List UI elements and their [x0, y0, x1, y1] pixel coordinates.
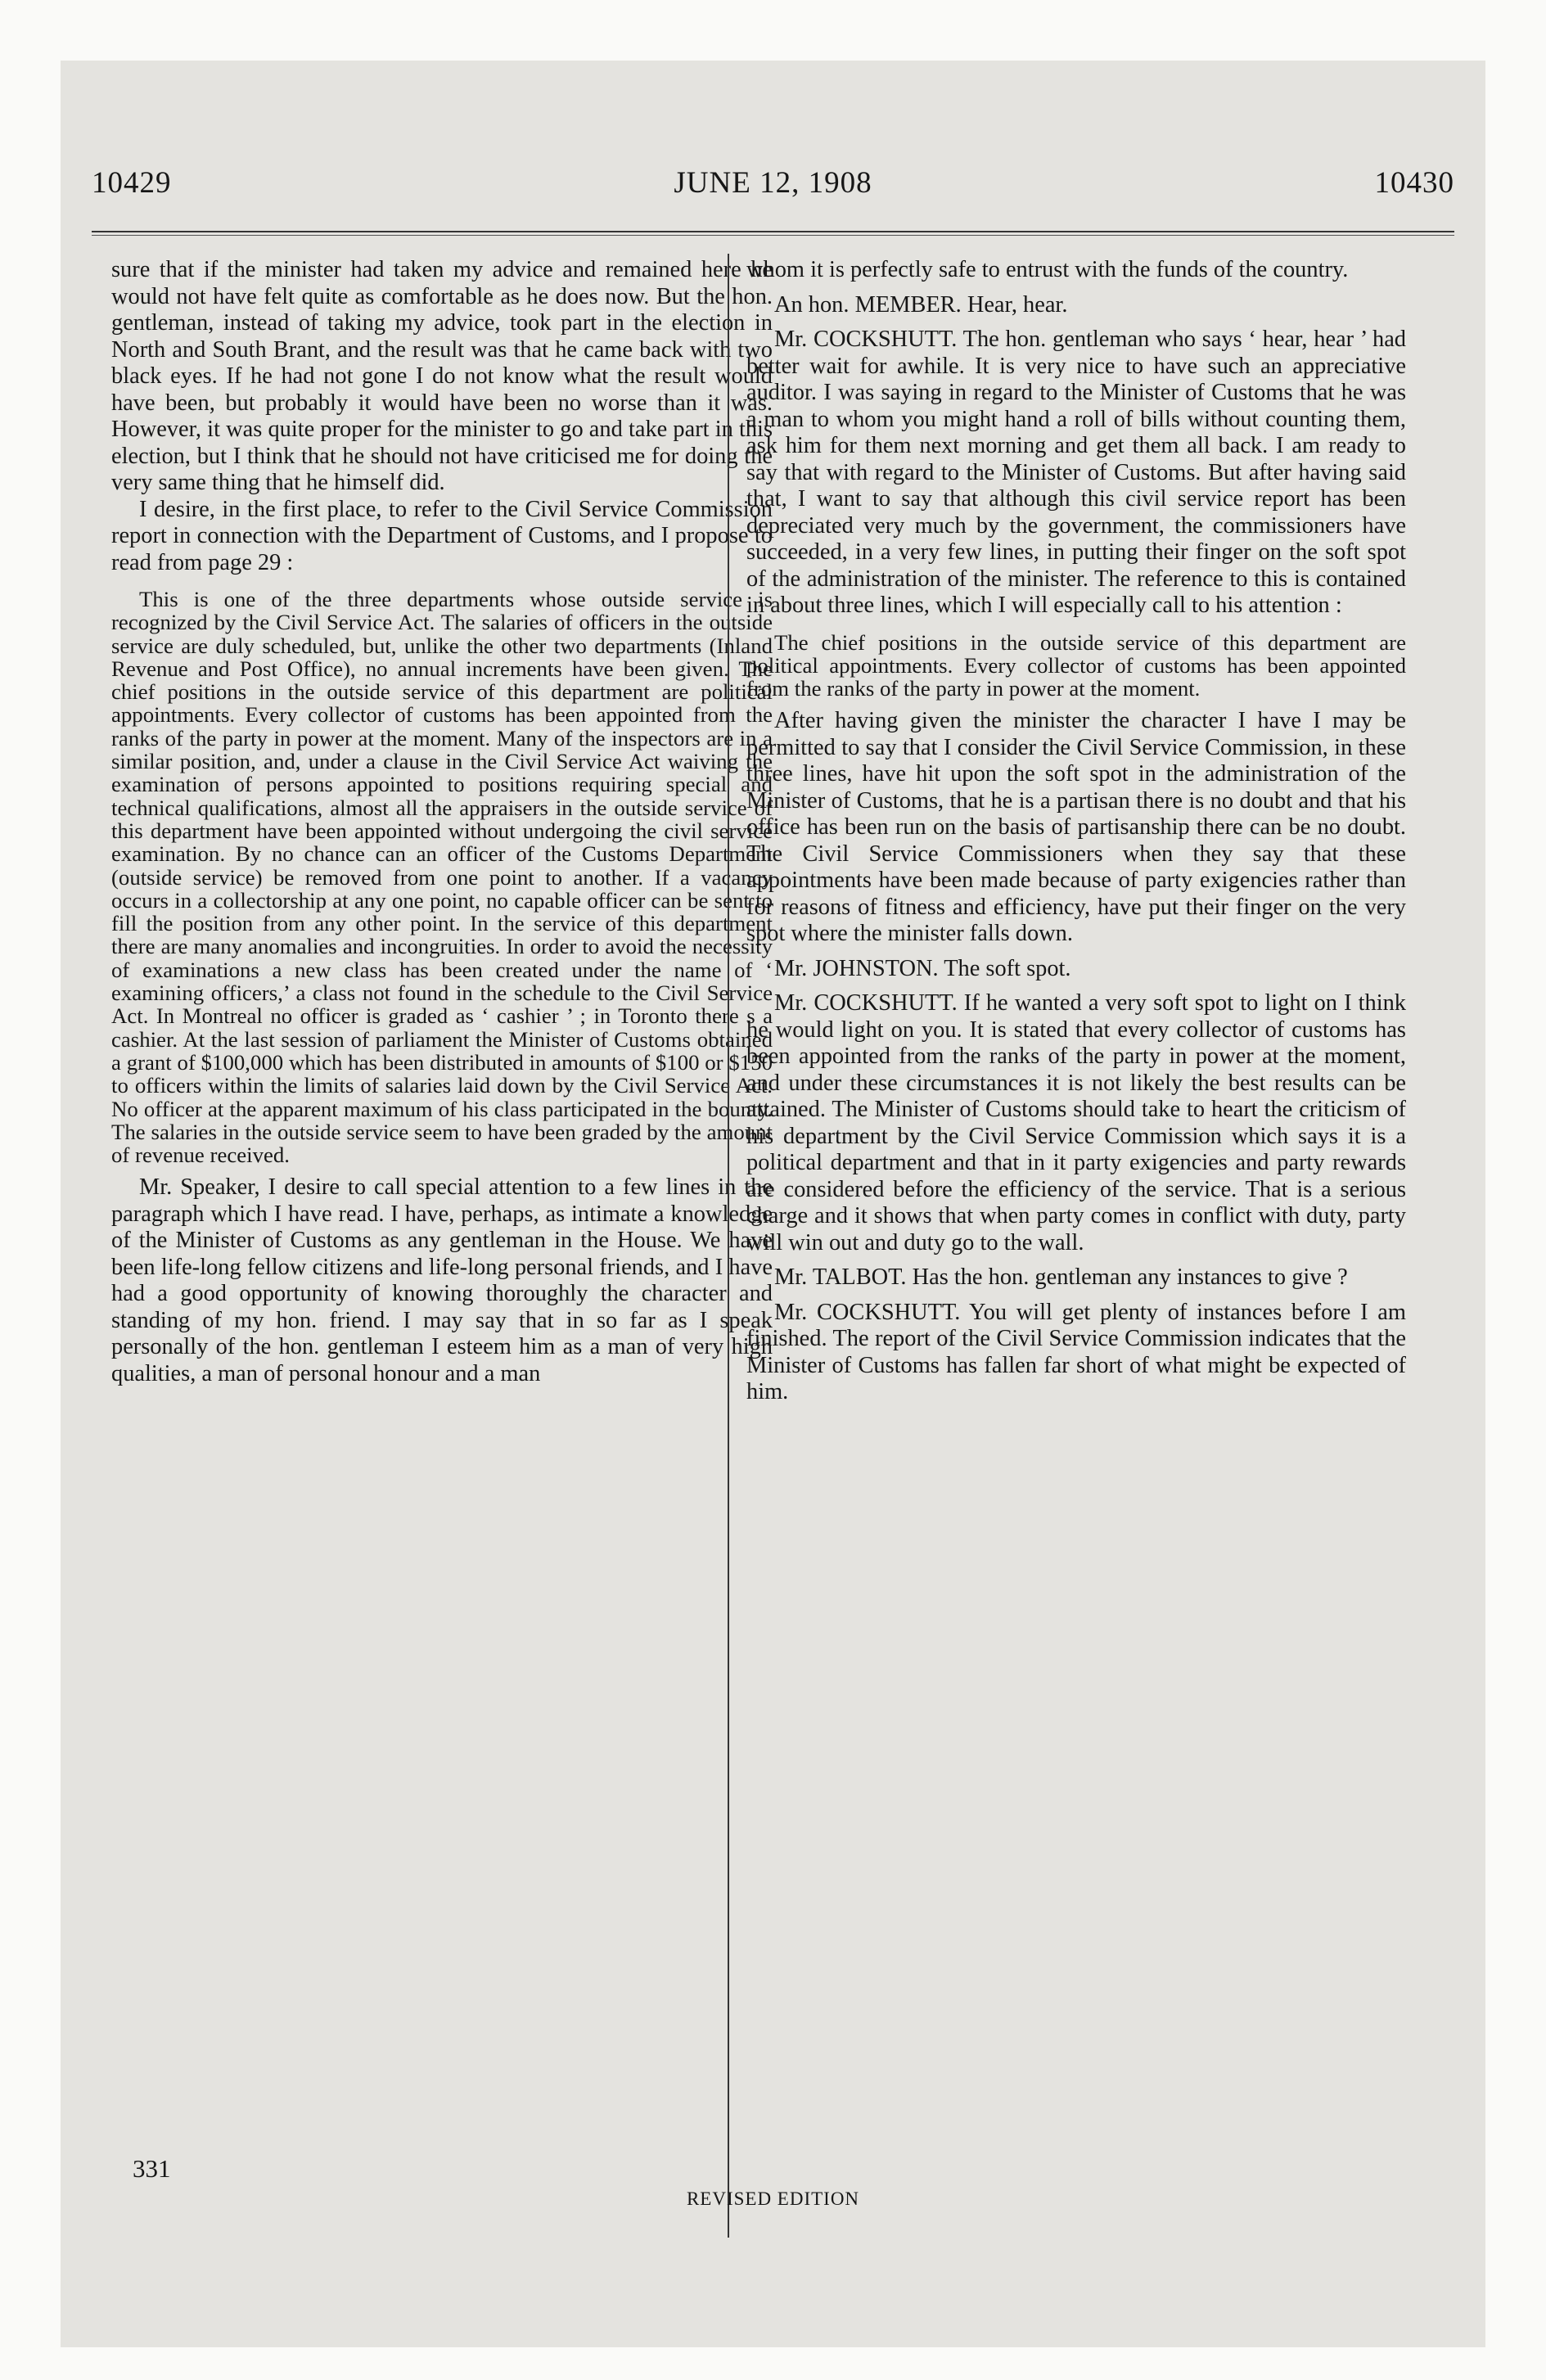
right-page-number: 10430 — [1374, 166, 1454, 200]
paragraph: whom it is perfectly safe to entrust with the funds of the country. — [746, 257, 1349, 282]
paragraph: sure that if the minister had taken my advice and remained here he would not have felt quite as comfortable as he does now. But the hon. gentleman, instead of taking my advice, took part in the election in North and South Brant, and the result was that he came back with two black eyes. If he had not gone I do not know what the result would have been, but probably it would have been no worse than it was. However, it was quite proper for the minister to go and take part in this election, but I think that he should not have criticised me for doing the very same thing that he himself did. — [111, 257, 773, 495]
paragraph: Mr. Speaker, I desire to call special attention to a few lines in the paragraph which I have read. I have, perhaps, as intimate a knowledge of the Minister of Customs as any gentleman in the House. We have been life-long fellow citizens and life-long personal friends, and I have had a good opportunity of knowing thoroughly the character and standing of my hon. friend. I may say that in so far as I speak personally of the hon. gentleman I esteem him as a man of very high qualities, a man of personal honour and a man — [111, 1174, 773, 1386]
page-header — [92, 165, 1454, 206]
paragraph: I desire, in the first place, to refer to the Civil Service Commission report in connection with the Department of Customs, and I propose to read from page 29 : — [111, 496, 773, 575]
column-divider — [728, 254, 729, 2238]
edition-footer: REVISED EDITION — [686, 2188, 860, 2209]
header-rule — [92, 231, 1454, 236]
speaker-line: Mr. JOHNSTON. The soft spot. — [774, 955, 1071, 981]
paragraph: Mr. COCKSHUTT. The hon. gentleman who says ‘ hear, hear ’ had better wait for awhile. It is very nice to have such an appreciative auditor. I was saying in regard to the Minister of Customs that he was a man to whom you might hand a roll of bills without counting them, ask him for them next morning and get them all back. I am ready to say that with regard to the Minister of Customs. But after having said that, I want to say that although this civil service report has been depreciated very much by the government, the commissioners have succeeded, in a very few lines, in putting their finger on the soft spot of the administration of the minister. The reference to this is contained in about three lines, which I will especially call to his attention : — [746, 327, 1406, 618]
right-column — [746, 257, 1406, 1406]
paragraph: After having given the minister the character I have I may be permitted to say that I consider the Civil Service Commission, in these three lines, have hit upon the soft spot in the administration of the Minister of Customs, that he is a partisan there is no doubt and that his office has been run on the basis of partisanship there can be no doubt. The Civil Service Commissioners when they say that these appointments have been made because of party exigencies rather than for reasons of fitness and efficiency, have put their finger on the very spot where the minister falls down. — [746, 708, 1406, 947]
header-date: JUNE 12, 1908 — [674, 166, 872, 200]
paragraph: Mr. COCKSHUTT. If he wanted a very soft spot to light on I think he would light on you. It is stated that every collector of customs has been appointed from the ranks of the party in power at the moment, and under these circumstances it is not likely the best results can be attained. The Minister of Customs should take to heart the criticism of his department by the Civil Service Commission which says it is a political department and that in it party exigencies and party rewards are considered before the efficiency of the service. That is a serious charge and it shows that when party comes in conflict with duty, party will win out and duty go to the wall. — [746, 990, 1406, 1255]
quoted-report: This is one of the three departments whose outside service is recognized by the Civil Service Act. The salaries of officers in the outside service are duly scheduled, but, unlike the other two departments (Inland Revenue and Post Office), no annual increments have been given. The chief positions in the outside service of this department are political appointments. Every collector of customs has been appointed from the ranks of the party in power at the moment. Many of the inspectors are in a similar position, and, under a clause in the Civil Service Act waiving the examination of persons appointed to positions requiring special and technical qualifications, almost all the appraisers in the outside service of this department have been appointed without undergoing the civil service examination. By no chance can an officer of the Customs Department (outside service) be removed from one point to another. If a vacancy occurs in a collectorship at any one point, no capable officer can be sent to fill the position from any other point. In the service of this department there are many anomalies and incongruities. In order to avoid the necessity of examinations a new class has been created under the name of ‘ examining officers,’ a class not found in the schedule to the Civil Service Act. In Montreal no officer is graded as ‘ cashier ’ ; in Toronto there s a cashier. At the last session of parliament the Minister of Customs obtained a grant of $100,000 which has been distributed in amounts of $100 or $150 to officers within the limits of salaries laid down by the Civil Service Act. No officer at the apparent maximum of his class participated in the bounty. The salaries in the outside service seem to have been graded by the amount of revenue received. — [111, 587, 773, 1168]
quoted-report: The chief positions in the outside service of this department are political appointments. Every collector of customs has been appointed from the ranks of the party in power at the moment. — [746, 629, 1406, 701]
sheet-number: 331 — [133, 2154, 171, 2183]
left-column — [111, 257, 773, 1387]
paragraph: Mr. TALBOT. Has the hon. gentleman any instances to give ? — [774, 1264, 1348, 1291]
speaker-line: An hon. MEMBER. Hear, hear. — [774, 291, 1068, 318]
left-page-number: 10429 — [92, 166, 172, 200]
paragraph: Mr. COCKSHUTT. You will get plenty of instances before I am finished. The report of the Civil Service Commission indicates that the Minister of Customs has fallen far short of what might be expected of him. — [746, 1299, 1406, 1405]
page-sheet — [61, 61, 1485, 2347]
